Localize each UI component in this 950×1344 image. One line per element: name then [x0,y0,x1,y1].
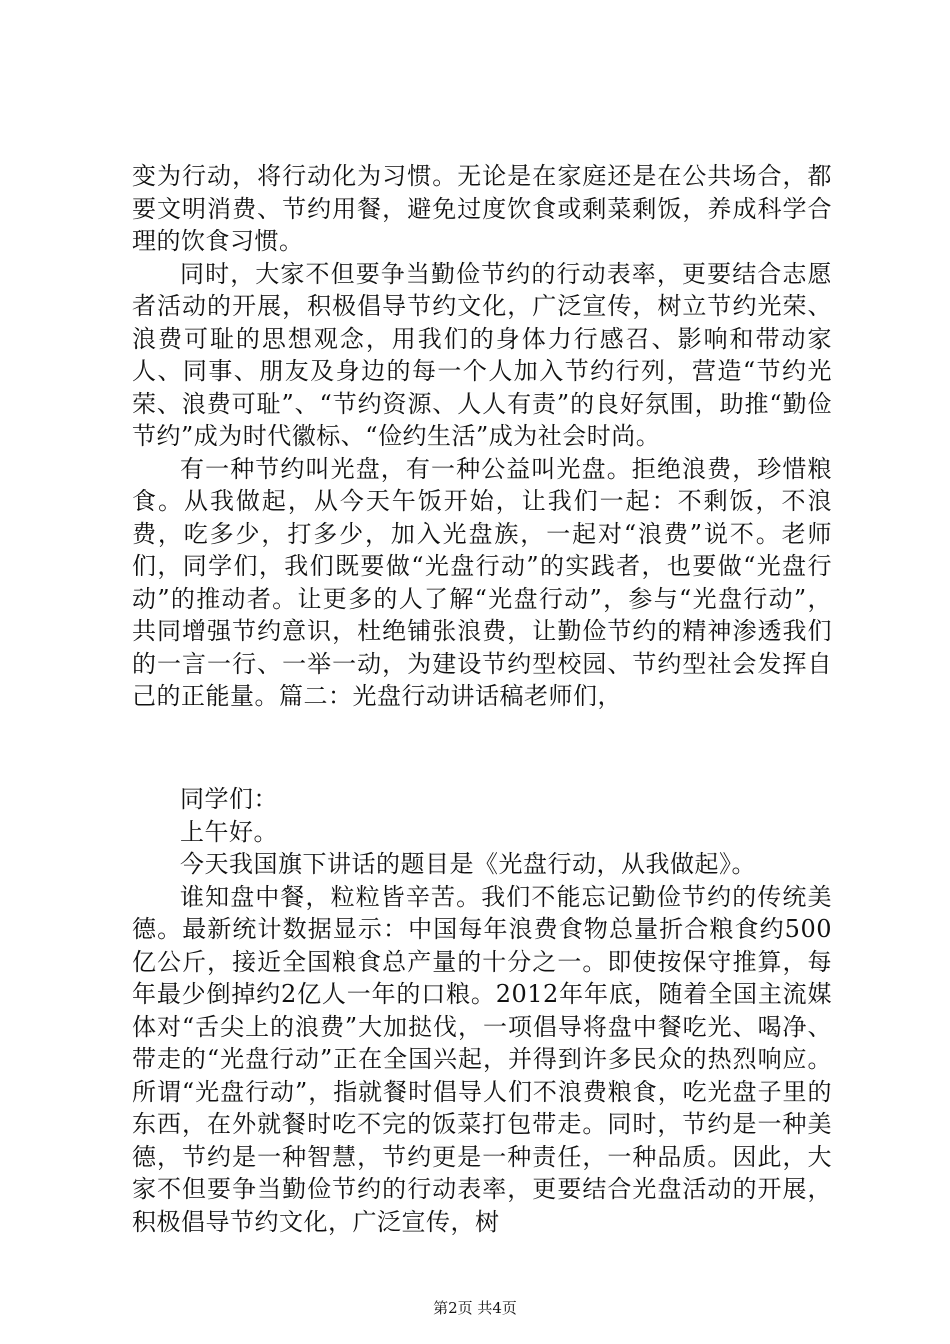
text-block-bottom [132,783,832,1238]
paragraph-topic: 今天我国旗下讲话的题目是《光盘行动，从我做起》。 [180,850,756,878]
page-footer: 第2页 共4页 [433,1299,517,1317]
paragraph-continuation: 变为行动，将行动化为习惯。无论是在家庭还是在公共场合，都要文明消费、节约用餐，避免过度饮食或剩菜剩饭，养成科学合理的饮食习惯。 [132,162,832,255]
paragraph-greeting: 同学们： [180,785,278,813]
paragraph-guangpan: 有一种节约叫光盘，有一种公益叫光盘。拒绝浪费，珍惜粮食。从我做起，从今天午饭开始，让我们一起：不剩饭，不浪费，吃多少，打多少，加入光盘族，一起对“浪费”说不。老师们，同学们，我们既要做“光盘行动”的实践者，也要做“光盘行动”的推动者。让更多的人了解“光盘行动”，参与“光盘行动”，共同增强节约意识，杜绝铺张浪费，让勤俭节约的精神渗透我们的一言一行、一举一动，为建设节约型校园、节约型社会发挥自己的正能量。篇二：光盘行动讲话稿老师们， [132,454,832,710]
paragraph-volunteer: 同时，大家不但要争当勤俭节约的行动表率，更要结合志愿者活动的开展，积极倡导节约文化，广泛宣传，树立节约光荣、浪费可耻的思想观念，用我们的身体力行感召、影响和带动家人、同事、朋友及身边的每一个人加入节约行列，营造“节约光荣、浪费可耻”、“节约资源、人人有责”的良好氛围，助推“勤俭节约”成为时代徽标、“俭约生活”成为社会时尚。 [132,259,832,450]
text-block-top [132,160,832,713]
paragraph-good-morning: 上午好。 [180,817,278,846]
paragraph-statistics: 谁知盘中餐，粒粒皆辛苦。我们不能忘记勤俭节约的传统美德。最新统计数据显示：中国每年浪费食物总量折合粮食约500亿公斤，接近全国粮食总产量的十分之一。即使按保守推算，每年最少倒掉约2亿人一年的口粮。2012年年底，随着全国主流媒体对“舌尖上的浪费”大加挞伐，一项倡导将盘中餐吃光、喝净、带走的“光盘行动”正在全国兴起，并得到许多民众的热烈响应。所谓“光盘行动”，指就餐时倡导人们不浪费粮食，吃光盘子里的东西，在外就餐时吃不完的饭菜打包带走。同时，节约是一种美德，节约是一种智慧，节约更是一种责任，一种品质。因此，大家不但要争当勤俭节约的行动表率，更要结合光盘活动的开展，积极倡导节约文化，广泛宣传，树 [132,882,832,1236]
